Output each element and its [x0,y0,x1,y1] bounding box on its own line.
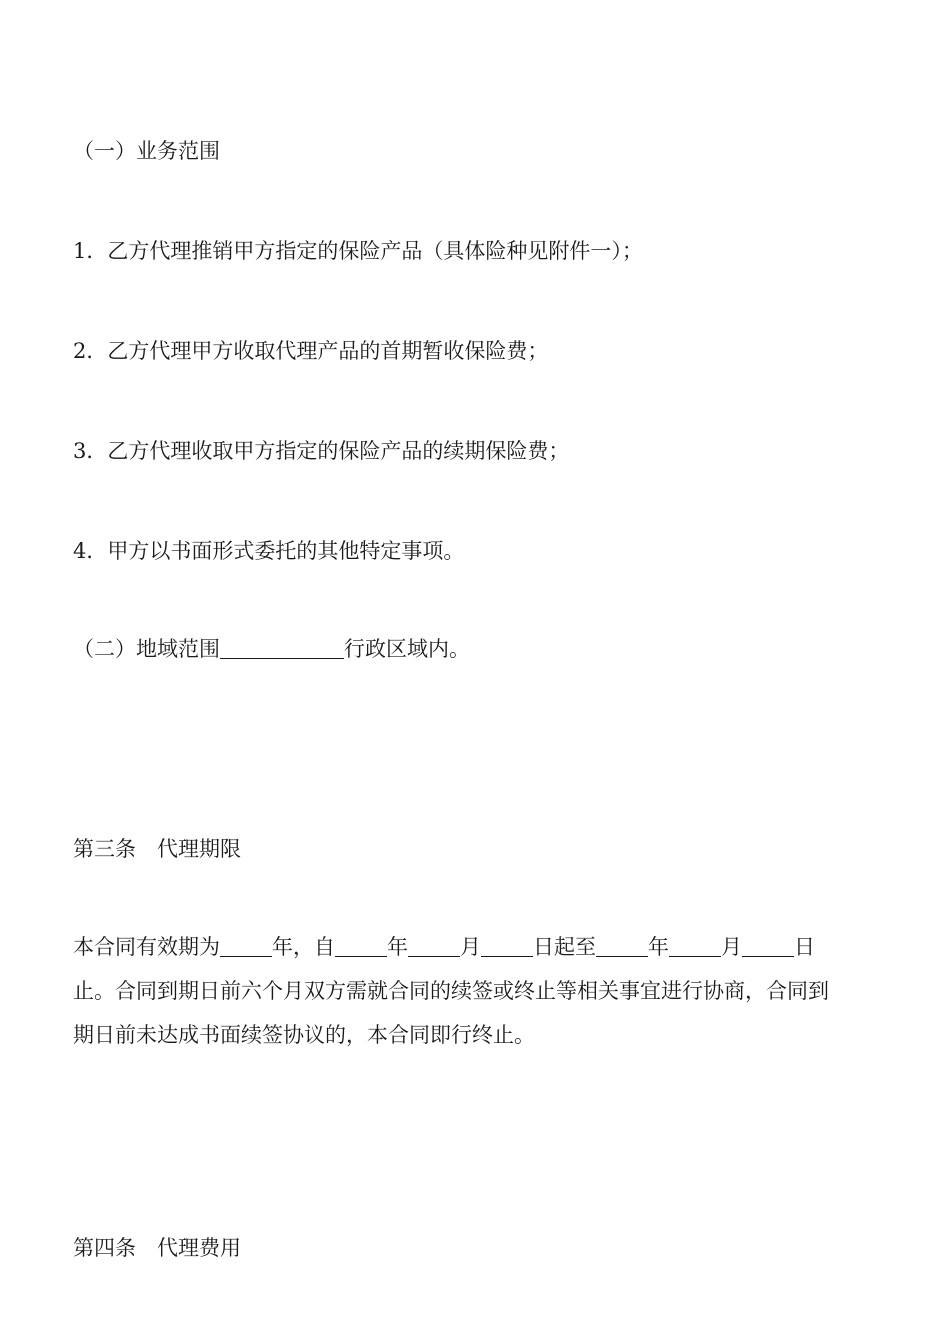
scope-item-1: 1．乙方代理推销甲方指定的保险产品（具体险种见附件一）； [73,239,643,263]
scope-item-2: 2．乙方代理甲方收取代理产品的首期暂收保险费； [73,339,549,363]
start-month-blank[interactable] [408,936,460,957]
term-text-a: 本合同有效期为 [73,935,220,959]
scope-item-4: 4．甲方以书面形式委托的其他特定事项。 [73,539,465,563]
article-three-body [73,925,878,1057]
scope-item-3: 3．乙方代理收取甲方指定的保险产品的续期保险费； [73,439,570,463]
article-four-heading: 第四条 代理费用 [73,1236,241,1260]
term-text-e: 日起至 [533,935,596,959]
term-years-blank[interactable] [220,936,272,957]
term-line-2: 止。合同到期日前六个月双方需就合同的续签或终止等相关事宜进行协商，合同到 [73,979,829,1003]
start-year-blank[interactable] [335,936,387,957]
term-line-3: 期日前未达成书面续签协议的，本合同即行终止。 [73,1023,535,1047]
end-year-blank[interactable] [596,936,648,957]
end-day-blank[interactable] [742,936,794,957]
region-suffix: 行政区域内。 [344,637,470,661]
term-text-b: 年，自 [272,935,335,959]
article-three-heading: 第三条 代理期限 [73,837,241,861]
term-text-h: 日 [794,935,815,959]
term-text-d: 月 [460,935,481,959]
term-text-f: 年 [648,935,669,959]
section-one-heading: （一）业务范围 [73,139,220,163]
end-month-blank[interactable] [669,936,721,957]
term-text-c: 年 [387,935,408,959]
term-line-1 [73,925,878,969]
region-prefix: （二）地域范围 [73,637,220,661]
section-two-region [73,635,470,663]
term-text-g: 月 [721,935,742,959]
region-blank-field[interactable] [220,638,344,659]
start-day-blank[interactable] [481,936,533,957]
